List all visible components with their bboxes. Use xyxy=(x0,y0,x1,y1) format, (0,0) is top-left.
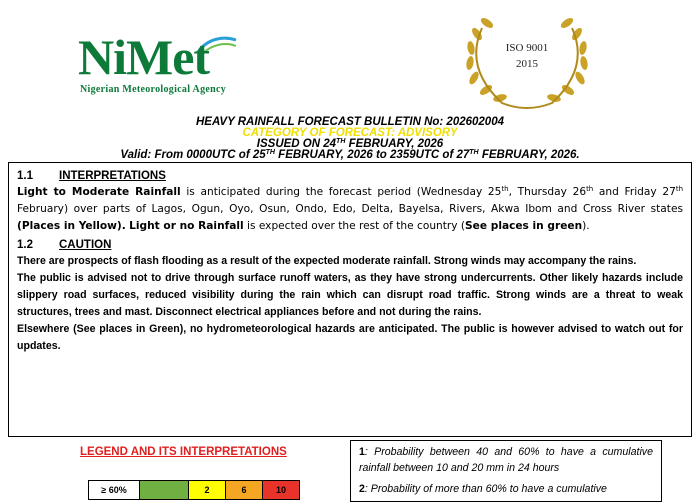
caution-line: There are prospects of flash flooding as a result of the expected moderate rainfall. Strong winds may accompany the rains. xyxy=(17,255,637,267)
interpretations-text: Light to Moderate Rainfall is anticipated during the forecast period (Wednesday 25th, Thursday 26th and Friday 27th February) over parts of Lagos, Ogun, Oyo, Osun, Ondo, Edo, Delta, Bayelsa, Rivers, Akwa Ibom and Cross River states (Places in Yellow). Light or no Rainfall is expected over the rest of the country (See places in green). xyxy=(17,185,684,232)
legend-cell: 10 xyxy=(263,481,299,499)
probability-box xyxy=(350,440,662,502)
legend-row xyxy=(88,480,300,500)
section-interpretations-heading: 1.1 INTERPRETATIONS xyxy=(17,170,166,182)
legend-cell: 6 xyxy=(226,481,263,499)
validity-period: Valid: From 0000UTC of 25TH FEBRUARY, 2026 to 2359UTC of 27TH FEBRUARY, 2026. xyxy=(120,149,580,161)
legend-cell xyxy=(140,481,189,499)
probability-item-2: 2: Probability of more than 60% to have a cumulative xyxy=(359,483,607,495)
legend-title: LEGEND AND ITS INTERPRETATIONS xyxy=(80,446,287,458)
legend-row-label: ≥ 60% xyxy=(89,481,140,499)
forecast-category: CATEGORY OF FORECAST: ADVISORY xyxy=(242,127,458,139)
caution-line: Elsewhere (See places in Green), no hydrometeorological hazards are anticipated. The public is however advised to watch out for updates. xyxy=(17,323,683,352)
issued-date: ISSUED ON 24TH FEBRUARY, 2026 xyxy=(256,138,444,150)
logo-name: NiMet xyxy=(78,29,210,85)
nimet-logo xyxy=(78,28,278,98)
iso-standard: ISO 9001 xyxy=(505,42,549,54)
caution-line: The public is advised not to drive through surface runoff waters, as they have strong undercurrents. Other likely hazards include slippery road surfaces, reduced visibility during the rain which can disrupt road traffic. Strong winds are a threat to weak structures, trees and mast. Disconnect electrical appliances before and not during the rains. xyxy=(17,272,683,318)
probability-item-1: 1: Probability between 40 and 60% to have a cumulative rainfall between 10 and 20 mm in 24 hours xyxy=(359,446,653,474)
legend-cell: 2 xyxy=(189,481,226,499)
logo-agency: Nigerian Meteorological Agency xyxy=(80,84,227,95)
interpretation-box xyxy=(8,162,692,437)
bulletin-title: HEAVY RAINFALL FORECAST BULLETIN No: 202602004 xyxy=(195,116,504,128)
section-caution-heading: 1.2 CAUTION xyxy=(17,239,112,251)
iso-year: 2015 xyxy=(516,58,538,70)
iso-badge xyxy=(452,8,602,118)
